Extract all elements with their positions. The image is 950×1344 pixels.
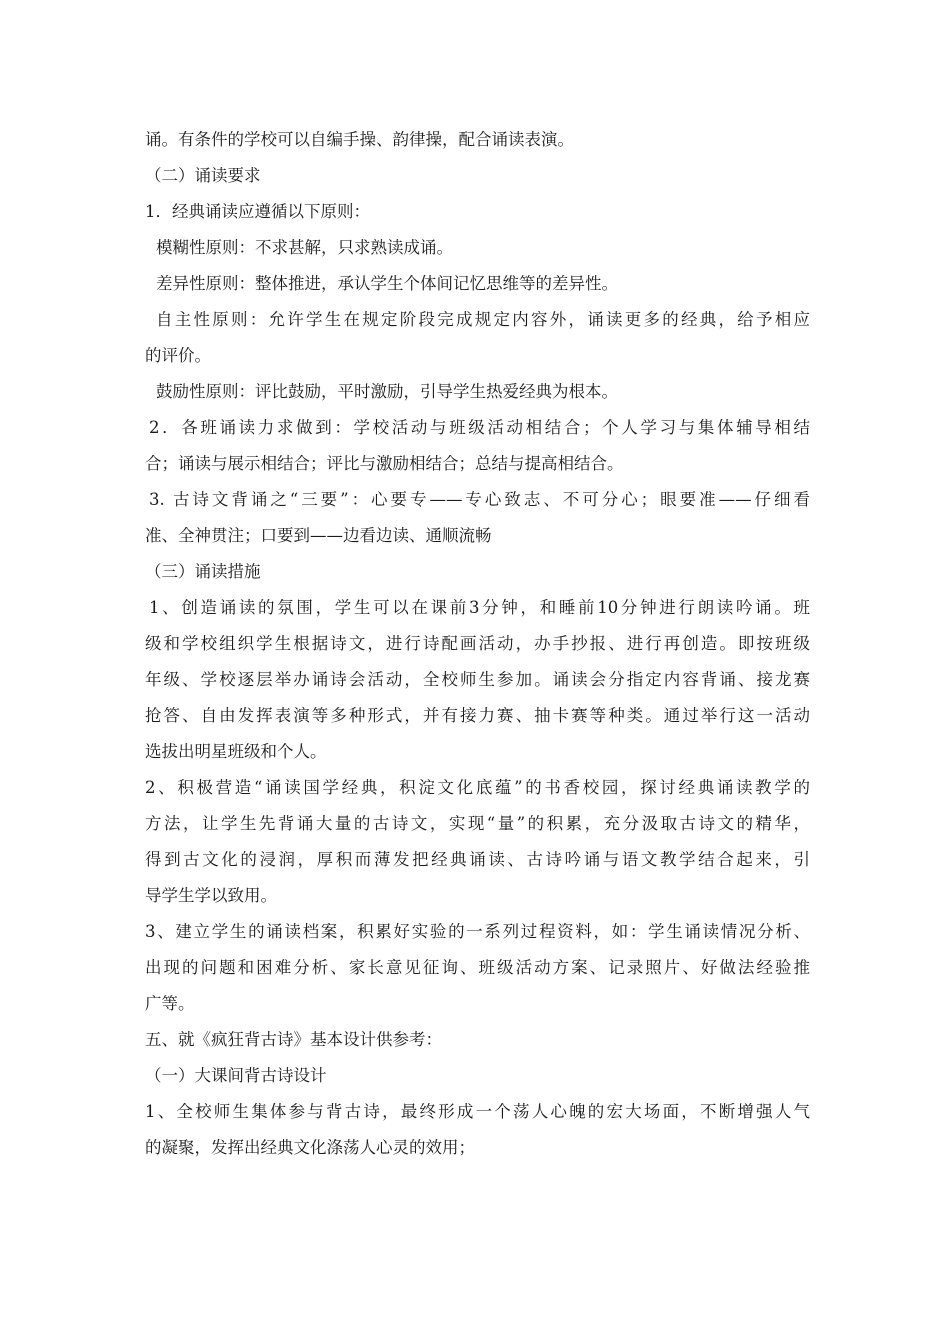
text-line-4: 模糊性原则：不求甚解，只求熟读成诵。 — [156, 238, 453, 257]
text-line-25: 广等。 — [145, 994, 195, 1013]
text-line-19: 2、积极营造“诵读国学经典，积淀文化底蕴”的书香校园，探讨经典诵读教学的 — [145, 778, 810, 797]
text-line-7: 的评价。 — [145, 346, 211, 365]
text-line-5: 差异性原则：整体推进，承认学生个体间记忆思维等的差异性。 — [156, 274, 618, 293]
document-body — [145, 122, 810, 1166]
text-line-8: 鼓励性原则：评比鼓励，平时激励，引导学生热爱经典为根本。 — [156, 382, 618, 401]
text-line-20: 方法，让学生先背诵大量的古诗文，实现“量”的积累，充分汲取古诗文的精华， — [145, 814, 810, 833]
text-line-16: 年级、学校逐层举办诵诗会活动，全校师生参加。诵读会分指定内容背诵、接龙赛 — [145, 670, 810, 689]
text-line-29: 的凝聚，发挥出经典文化涤荡人心灵的效用； — [145, 1138, 475, 1157]
text-line-21: 得到古文化的浸润，厚积而薄发把经典诵读、古诗吟诵与语文教学结合起来，引 — [145, 850, 810, 869]
text-line-28: 1、全校师生集体参与背古诗，最终形成一个荡人心魄的宏大场面，不断增强人气 — [145, 1102, 810, 1121]
text-line-23: 3、建立学生的诵读档案，积累好实验的一系列过程资料，如：学生诵读情况分析、 — [145, 922, 810, 941]
text-line-26: 五、就《疯狂背古诗》基本设计供参考： — [145, 1030, 442, 1049]
text-line-1: 诵。有条件的学校可以自编手操、韵律操，配合诵读表演。 — [145, 130, 574, 149]
text-line-22: 导学生学以致用。 — [145, 886, 277, 905]
text-line-24: 出现的问题和困难分析、家长意见征询、班级活动方案、记录照片、好做法经验推 — [145, 958, 810, 977]
text-line-9: 2．各班诵读力求做到：学校活动与班级活动相结合；个人学习与集体辅导相结 — [149, 418, 810, 437]
text-line-2: （二）诵读要求 — [145, 166, 261, 185]
text-line-3: 1．经典诵读应遵循以下原则： — [145, 202, 370, 221]
text-line-27: （一）大课间背古诗设计 — [145, 1066, 327, 1085]
text-line-6: 自主性原则：允许学生在规定阶段完成规定内容外，诵读更多的经典，给予相应 — [156, 310, 810, 329]
text-line-17: 抢答、自由发挥表演等多种形式，并有接力赛、抽卡赛等种类。通过举行这一活动 — [145, 706, 810, 725]
text-line-18: 选拔出明星班级和个人。 — [145, 742, 327, 761]
text-line-10: 合；诵读与展示相结合；评比与激励相结合；总结与提高相结合。 — [145, 454, 624, 473]
text-line-15: 级和学校组织学生根据诗文，进行诗配画活动，办手抄报、进行再创造。即按班级 — [145, 634, 810, 653]
text-line-14: 1、创造诵读的氛围，学生可以在课前3分钟，和睡前10分钟进行朗读吟诵。班 — [149, 598, 810, 617]
text-line-13: （三）诵读措施 — [145, 562, 261, 581]
text-line-11: 3. 古诗文背诵之“三要”：心要专——专心致志、不可分心；眼要准——仔细看 — [149, 490, 810, 509]
text-line-12: 准、全神贯注；口要到——边看边读、通顺流畅 — [145, 526, 492, 545]
